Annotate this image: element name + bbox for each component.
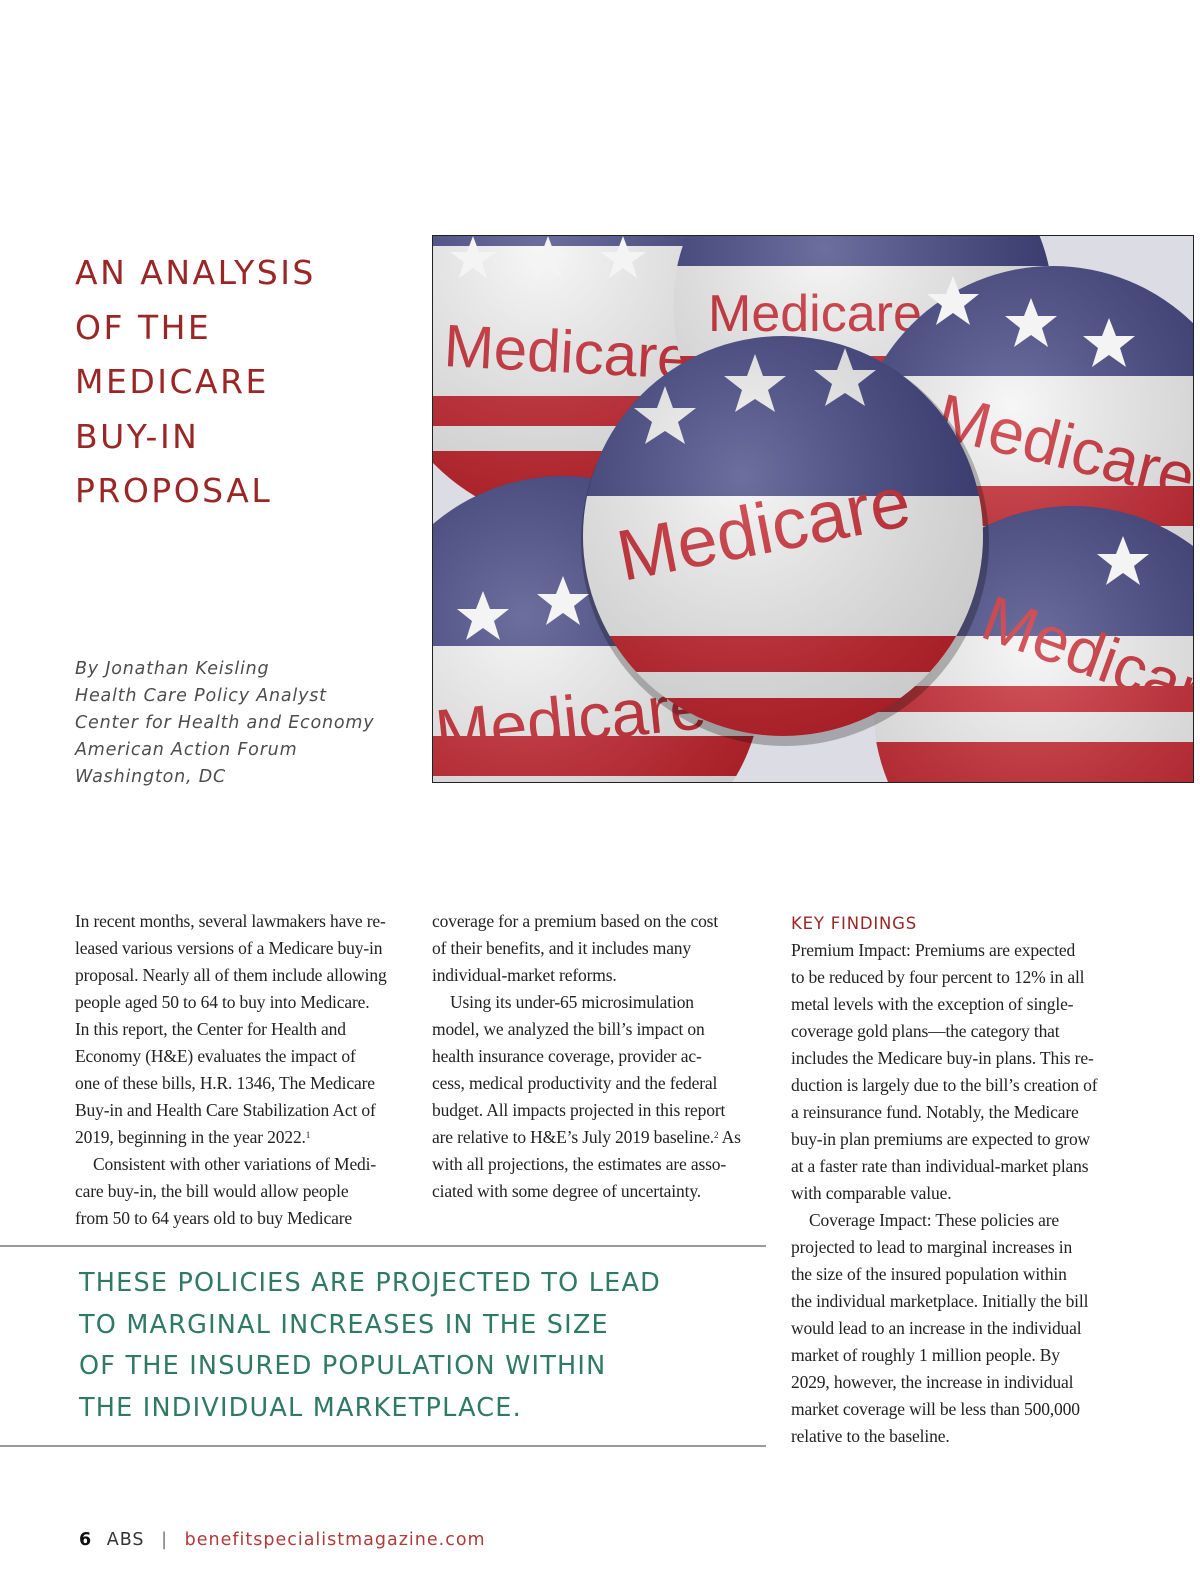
pull-quote-bottom-rule xyxy=(0,1445,766,1447)
body-line: As xyxy=(718,1127,741,1147)
body-line-with-footnote xyxy=(75,1124,405,1151)
body-line: with all projections, the estimates are asso- xyxy=(432,1154,727,1174)
author-name: By Jonathan Keisling xyxy=(75,659,270,679)
body-line: leased various versions of a Medicare buy-in xyxy=(75,938,383,958)
body-line: proposal. Nearly all of them include allowing xyxy=(75,965,387,985)
footer-separator: | xyxy=(161,1530,169,1550)
body-line: of their benefits, and it includes many xyxy=(432,938,692,958)
pull-quote-line: OF THE INSURED POPULATION WITHIN xyxy=(79,1351,607,1381)
medicare-buttons-photo xyxy=(432,235,1194,783)
body-line: 2019, beginning in the year 2022. xyxy=(75,1127,306,1147)
body-line: projected to lead to marginal increases in xyxy=(791,1237,1073,1257)
pull-quote xyxy=(79,1263,759,1429)
body-line: duction is largely due to the bill’s creation of xyxy=(791,1075,1098,1095)
pull-quote-top-rule xyxy=(0,1245,766,1247)
body-column-2 xyxy=(432,908,762,1205)
body-line: market coverage will be less than 500,000 xyxy=(791,1399,1080,1419)
author-location: Washington, DC xyxy=(75,767,227,787)
body-line: In recent months, several lawmakers have re- xyxy=(75,911,386,931)
body-line: Using its under-65 microsimulation xyxy=(450,992,694,1012)
body-line: budget. All impacts projected in this report xyxy=(432,1100,726,1120)
title-line: MEDICARE xyxy=(75,362,269,402)
body-line: Consistent with other variations of Medi- xyxy=(93,1154,377,1174)
body-line: ciated with some degree of uncertainty. xyxy=(432,1181,702,1201)
body-line: metal levels with the exception of single- xyxy=(791,994,1074,1014)
body-line: model, we analyzed the bill’s impact on xyxy=(432,1019,705,1039)
pull-quote-line: TO MARGINAL INCREASES IN THE SIZE xyxy=(79,1309,609,1340)
page-footer xyxy=(79,1530,486,1550)
body-line: one of these bills, H.R. 1346, The Medicare xyxy=(75,1073,375,1093)
body-line: a reinsurance fund. Notably, the Medicare xyxy=(791,1102,1079,1122)
body-line: cess, medical productivity and the federal xyxy=(432,1073,718,1093)
key-findings-heading: KEY FINDINGS xyxy=(791,914,918,933)
body-line: In this report, the Center for Health and xyxy=(75,1019,346,1039)
article-title xyxy=(75,246,415,519)
pull-quote-line: THESE POLICIES ARE PROJECTED TO LEAD xyxy=(79,1268,661,1298)
body-line-with-footnote xyxy=(432,1124,762,1151)
body-line: people aged 50 to 64 to buy into Medicare. xyxy=(75,992,370,1012)
author-org: American Action Forum xyxy=(75,740,298,760)
pull-quote-line: THE INDIVIDUAL MARKETPLACE. xyxy=(79,1392,522,1423)
body-line: from 50 to 64 years old to buy Medicare xyxy=(75,1208,352,1228)
body-line: Buy-in and Health Care Stabilization Act of xyxy=(75,1100,376,1120)
body-line: the size of the insured population within xyxy=(791,1264,1067,1284)
body-line: coverage gold plans—the category that xyxy=(791,1021,1060,1041)
body-line: individual-market reforms. xyxy=(432,965,617,985)
body-line: to be reduced by four percent to 12% in all xyxy=(791,967,1085,987)
body-line: Economy (H&E) evaluates the impact of xyxy=(75,1046,356,1066)
author-center: Center for Health and Economy xyxy=(75,713,375,733)
body-line: Premium Impact: Premiums are expected xyxy=(791,940,1076,960)
body-line: relative to the baseline. xyxy=(791,1426,950,1446)
body-line: includes the Medicare buy-in plans. This re- xyxy=(791,1048,1094,1068)
publication-name: ABS xyxy=(106,1530,145,1550)
body-line: health insurance coverage, provider ac- xyxy=(432,1046,702,1066)
body-line: are relative to H&E’s July 2019 baseline. xyxy=(432,1127,715,1147)
body-line: Coverage Impact: These policies are xyxy=(809,1210,1060,1230)
title-line: PROPOSAL xyxy=(75,471,273,511)
body-column-1 xyxy=(75,908,405,1232)
footnote-ref: 1 xyxy=(305,1130,311,1140)
title-line: OF THE xyxy=(75,307,212,347)
byline xyxy=(75,656,415,791)
key-findings-column xyxy=(791,910,1121,1450)
body-line: at a faster rate than individual-market plans xyxy=(791,1156,1089,1176)
body-line: market of roughly 1 million people. By xyxy=(791,1345,1060,1365)
footnote-ref: 2 xyxy=(714,1130,719,1140)
body-line: would lead to an increase in the individual xyxy=(791,1318,1082,1338)
body-line: coverage for a premium based on the cost xyxy=(432,911,719,931)
author-title: Health Care Policy Analyst xyxy=(75,686,327,706)
body-line: the individual marketplace. Initially the bill xyxy=(791,1291,1089,1311)
body-line: with comparable value. xyxy=(791,1183,952,1203)
website-link[interactable]: benefitspecialistmagazine.com xyxy=(184,1530,486,1550)
body-line: buy-in plan premiums are expected to grow xyxy=(791,1129,1091,1149)
title-line: AN ANALYSIS xyxy=(75,253,316,293)
body-line: 2029, however, the increase in individual xyxy=(791,1372,1074,1392)
page-number: 6 xyxy=(79,1530,93,1550)
title-line: BUY-IN xyxy=(75,416,200,456)
body-line: care buy-in, the bill would allow people xyxy=(75,1181,349,1201)
